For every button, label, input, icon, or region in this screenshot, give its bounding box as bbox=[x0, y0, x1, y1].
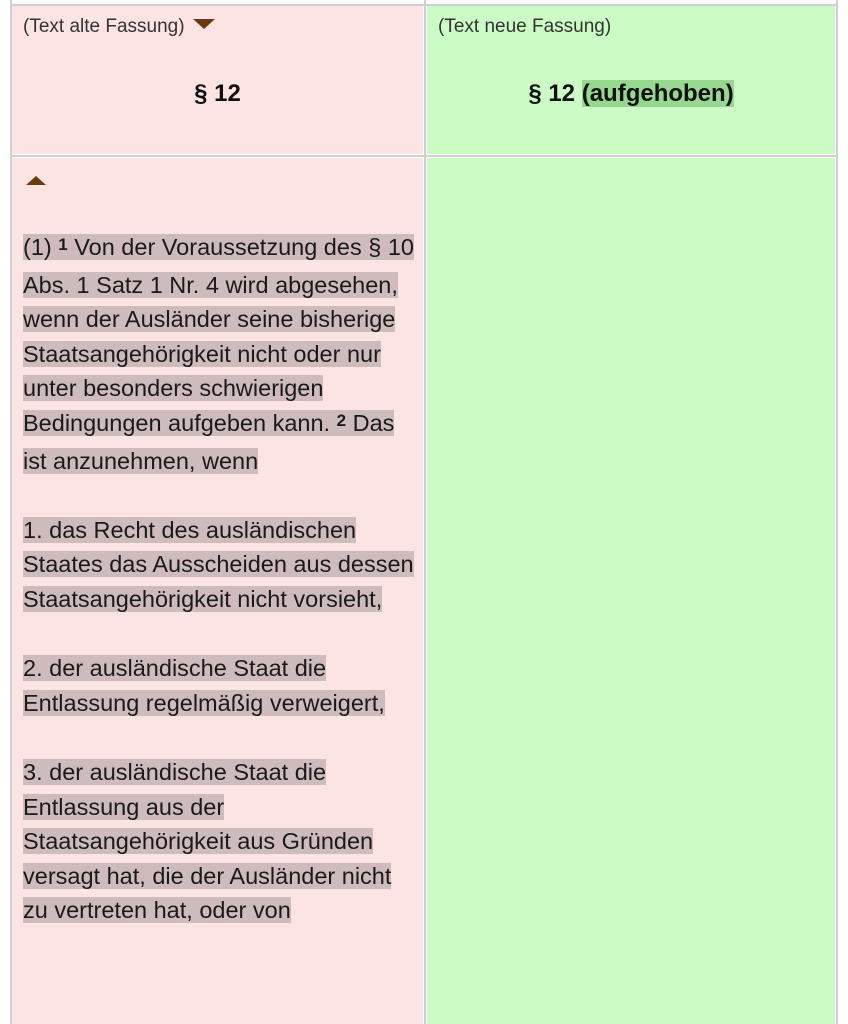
grid-line-middle bbox=[424, 0, 426, 1024]
list-item bbox=[23, 651, 418, 720]
new-section-title bbox=[427, 80, 835, 108]
repealed-status: (aufgehoben) bbox=[581, 80, 734, 107]
paragraph-1-text bbox=[23, 234, 414, 474]
old-section-number: § 12 bbox=[194, 80, 241, 107]
sentence-2: Das ist anzunehmen, wenn bbox=[23, 409, 395, 474]
new-version-header-cell bbox=[427, 6, 835, 154]
old-version-label: (Text alte Fassung) bbox=[23, 16, 185, 37]
list-item bbox=[23, 513, 418, 617]
paragraph-1 bbox=[23, 230, 418, 478]
paragraph-number: (1) bbox=[23, 234, 52, 260]
sentence-number-2: 2 bbox=[336, 410, 347, 430]
grid-line-right bbox=[836, 0, 838, 1024]
caret-up-icon[interactable] bbox=[26, 176, 46, 185]
new-section-number: § 12 bbox=[528, 80, 576, 107]
grid-line-row bbox=[10, 155, 838, 157]
new-version-label: (Text neue Fassung) bbox=[438, 16, 612, 37]
list-item-text: 1. das Recht des ausländischen Staates das Ausscheiden aus dessen Staatsangehörigkeit nicht vorsieht, bbox=[23, 516, 414, 612]
sentence-number-1: 1 bbox=[58, 235, 68, 254]
old-version-body-cell bbox=[12, 158, 423, 1024]
list-item-text: 3. der ausländische Staat die Entlassung aus der Staatsangehörigkeit aus Gründen versagt hat, die der Ausländer nicht zu vertreten hat, oder von bbox=[23, 758, 392, 924]
sentence-1: Von der Voraussetzung des § 10 Abs. 1 Satz 1 Nr. 4 wird abgesehen, wenn der Ausländer seine bisherige Staatsangehörigkeit nicht oder nur unter besonders schwierigen Bedingungen aufgeben kann. bbox=[23, 234, 414, 436]
list-item bbox=[23, 755, 418, 928]
old-version-header-cell bbox=[12, 6, 423, 154]
old-version-label-row bbox=[23, 16, 215, 38]
old-version-text bbox=[23, 230, 418, 962]
old-section-title bbox=[12, 80, 423, 108]
caret-down-icon[interactable] bbox=[193, 19, 215, 29]
list-item-text: 2. der ausländische Staat die Entlassung regelmäßig verweigert, bbox=[23, 655, 385, 716]
new-version-body-cell bbox=[427, 158, 835, 1024]
